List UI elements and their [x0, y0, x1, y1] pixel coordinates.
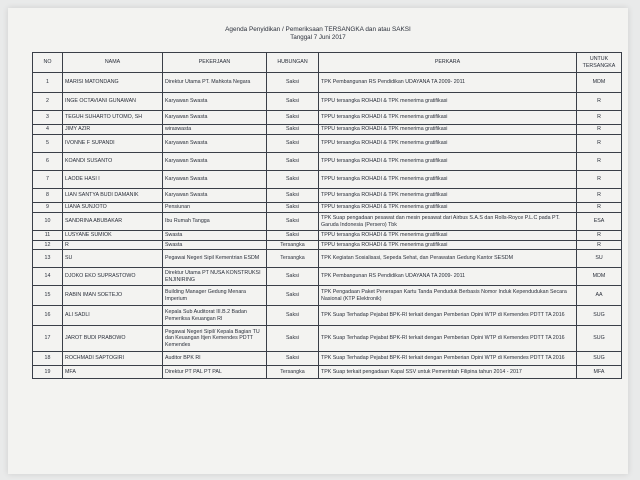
table-row	[33, 203, 622, 213]
cell-untuk-tersangka: R	[577, 241, 622, 250]
cell-pekerjaan: Pensiunan	[163, 203, 267, 213]
cell-perkara: TPK Kegiatan Sosialisasi, Sepeda Sehat, dan Perawatan Gedung Kantor SESDM	[319, 250, 577, 268]
cell-perkara: TPPU tersangka ROHADI & TPK menerima gratifikasi	[319, 241, 577, 250]
table-row	[33, 111, 622, 125]
cell-pekerjaan: Karyawan Swasta	[163, 189, 267, 203]
cell-nama: LUSYANE SUMIOK	[63, 231, 163, 241]
table-row	[33, 268, 622, 286]
cell-untuk-tersangka: MDM	[577, 73, 622, 93]
cell-perkara: TPPU tersangka ROHADI & TPK menerima gratifikasi	[319, 153, 577, 171]
cell-hubungan: Saksi	[267, 189, 319, 203]
cell-nama: SANDRINA ABUBAKAR	[63, 213, 163, 231]
cell-hubungan: Tersangka	[267, 366, 319, 379]
cell-perkara: TPPU tersangka ROHADI & TPK menerima gratifikasi	[319, 135, 577, 153]
cell-hubungan: Saksi	[267, 93, 319, 111]
cell-no: 6	[33, 153, 63, 171]
cell-untuk-tersangka: R	[577, 189, 622, 203]
cell-untuk-tersangka: SUG	[577, 306, 622, 326]
table-header-row	[33, 53, 622, 73]
cell-pekerjaan: Karyawan Swasta	[163, 171, 267, 189]
table-row	[33, 153, 622, 171]
cell-pekerjaan: Direktur Utama PT. Mahkota Negara	[163, 73, 267, 93]
cell-perkara: TPK Suap pengadaan pesawat dan mesin pesawat dari Airbus S.A.S dan Rolls-Royce P.L.C pada PT. Garuda Indonesia (Persero) Tbk	[319, 213, 577, 231]
header-nama: NAMA	[63, 53, 163, 73]
document-date: Tanggal 7 Juni 2017	[290, 34, 346, 41]
header-perkara: PERKARA	[319, 53, 577, 73]
cell-nama: DJOKO EKO SUPRASTOWO	[63, 268, 163, 286]
cell-no: 3	[33, 111, 63, 125]
cell-nama: JAROT BUDI PRABOWO	[63, 326, 163, 352]
cell-no: 2	[33, 93, 63, 111]
cell-untuk-tersangka: SUG	[577, 352, 622, 366]
cell-nama: MFA	[63, 366, 163, 379]
cell-perkara: TPK Suap Terhadap Pejabat BPK-RI terkait dengan Pemberian Opini WTP di Kemendes PDTT TA 2016	[319, 352, 577, 366]
cell-no: 15	[33, 286, 63, 306]
table-row	[33, 73, 622, 93]
cell-no: 8	[33, 189, 63, 203]
cell-perkara: TPPU tersangka ROHADI & TPK menerima gratifikasi	[319, 171, 577, 189]
cell-nama: LIANA SUNJOTO	[63, 203, 163, 213]
cell-hubungan: Saksi	[267, 125, 319, 135]
cell-pekerjaan: Karyawan Swasta	[163, 135, 267, 153]
cell-no: 19	[33, 366, 63, 379]
cell-no: 17	[33, 326, 63, 352]
cell-untuk-tersangka: MFA	[577, 366, 622, 379]
cell-nama: MARISI MATONDANG	[63, 73, 163, 93]
cell-perkara: TPK Pembangunan RS Pendidikan UDAYANA TA 2009- 2011	[319, 73, 577, 93]
cell-perkara: TPK Suap terkait pengadaan Kapal SSV untuk Pemerintah Filipina tahun 2014 - 2017	[319, 366, 577, 379]
cell-no: 5	[33, 135, 63, 153]
header-pekerjaan: PEKERJAAN	[163, 53, 267, 73]
cell-no: 12	[33, 241, 63, 250]
cell-nama: RABIN IMAN SOETEJO	[63, 286, 163, 306]
table-row	[33, 306, 622, 326]
cell-perkara: TPK Pembangunan RS Pendidikan UDAYANA TA 2009- 2011	[319, 268, 577, 286]
cell-perkara: TPPU tersangka ROHADI & TPK menerima gratifikasi	[319, 93, 577, 111]
cell-untuk-tersangka: R	[577, 153, 622, 171]
cell-perkara: TPK Suap Terhadap Pejabat BPK-RI terkait dengan Pemberian Opini WTP di Kemendes PDTT TA 2016	[319, 306, 577, 326]
table-row	[33, 213, 622, 231]
cell-nama: TEGUH SUHARTO UTOMO, SH	[63, 111, 163, 125]
cell-no: 18	[33, 352, 63, 366]
header-untuk-tersangka: UNTUK TERSANGKA	[577, 53, 622, 73]
cell-untuk-tersangka: ESA	[577, 213, 622, 231]
document-sheet	[8, 8, 628, 474]
cell-nama: JIMY AZIR	[63, 125, 163, 135]
cell-hubungan: Saksi	[267, 111, 319, 125]
cell-hubungan: Saksi	[267, 203, 319, 213]
cell-hubungan: Saksi	[267, 352, 319, 366]
cell-hubungan: Saksi	[267, 231, 319, 241]
cell-nama: IVONNE F SUPANDI	[63, 135, 163, 153]
cell-perkara: TPPU tersangka ROHADI & TPK menerima gratifikasi	[319, 203, 577, 213]
cell-untuk-tersangka: SU	[577, 250, 622, 268]
table-body	[33, 73, 622, 379]
cell-perkara: TPK Pengadaan Paket Penerapan Kartu Tanda Penduduk Berbasis Nomor Induk Kependudukan Secara Nasional (KTP Elektronik)	[319, 286, 577, 306]
cell-pekerjaan: Karyawan Swasta	[163, 153, 267, 171]
cell-no: 13	[33, 250, 63, 268]
cell-pekerjaan: Direktur Utama PT NUSA KONSTRUKSI ENJINIRING	[163, 268, 267, 286]
table-row	[33, 326, 622, 352]
cell-pekerjaan: Karyawan Swasta	[163, 111, 267, 125]
cell-untuk-tersangka: R	[577, 203, 622, 213]
cell-no: 11	[33, 231, 63, 241]
cell-hubungan: Saksi	[267, 153, 319, 171]
cell-pekerjaan: wiraswasta	[163, 125, 267, 135]
cell-pekerjaan: Pegawai Negeri Sipil/ Kepala Bagian TU dan Keuangan Itjen Kemendes PDTT Kemendes	[163, 326, 267, 352]
cell-no: 10	[33, 213, 63, 231]
cell-nama: ALI SADLI	[63, 306, 163, 326]
cell-untuk-tersangka: SUG	[577, 326, 622, 352]
table-row	[33, 241, 622, 250]
cell-pekerjaan: Auditor BPK RI	[163, 352, 267, 366]
agenda-table	[32, 52, 622, 379]
cell-perkara: TPPU tersangka ROHADI & TPK menerima gratifikasi	[319, 125, 577, 135]
cell-no: 7	[33, 171, 63, 189]
cell-untuk-tersangka: MDM	[577, 268, 622, 286]
table-row	[33, 250, 622, 268]
cell-untuk-tersangka: R	[577, 111, 622, 125]
cell-hubungan: Saksi	[267, 306, 319, 326]
cell-pekerjaan: Direktur PT PAL PT PAL	[163, 366, 267, 379]
cell-pekerjaan: Pegawai Negeri Sipil Kementrian ESDM	[163, 250, 267, 268]
cell-no: 9	[33, 203, 63, 213]
cell-untuk-tersangka: AA	[577, 286, 622, 306]
cell-nama: R	[63, 241, 163, 250]
header-no: NO	[33, 53, 63, 73]
cell-pekerjaan: Swasta	[163, 231, 267, 241]
table-row	[33, 125, 622, 135]
cell-untuk-tersangka: R	[577, 171, 622, 189]
table-row	[33, 93, 622, 111]
table-row	[33, 352, 622, 366]
cell-hubungan: Saksi	[267, 286, 319, 306]
cell-untuk-tersangka: R	[577, 231, 622, 241]
cell-nama: ROCHMADI SAPTOGIRI	[63, 352, 163, 366]
table-row	[33, 366, 622, 379]
header-hubungan: HUBUNGAN	[267, 53, 319, 73]
cell-hubungan: Saksi	[267, 268, 319, 286]
cell-hubungan: Tersangka	[267, 250, 319, 268]
table-row	[33, 135, 622, 153]
cell-hubungan: Saksi	[267, 135, 319, 153]
document-title: Agenda Penyidikan / Pemeriksaan TERSANGKA dan atau SAKSI	[225, 26, 411, 33]
cell-no: 1	[33, 73, 63, 93]
cell-hubungan: Saksi	[267, 73, 319, 93]
cell-untuk-tersangka: R	[577, 135, 622, 153]
cell-untuk-tersangka: R	[577, 93, 622, 111]
cell-nama: LIAN SANTYA BUDI DAMANIK	[63, 189, 163, 203]
cell-hubungan: Saksi	[267, 213, 319, 231]
cell-nama: SU	[63, 250, 163, 268]
table-row	[33, 231, 622, 241]
cell-nama: KOANDI SUSANTO	[63, 153, 163, 171]
cell-pekerjaan: Kepala Sub Auditorat III.B.2 Badan Pemeriksa Keuangan RI	[163, 306, 267, 326]
cell-nama: LAODE HASI I	[63, 171, 163, 189]
table-row	[33, 171, 622, 189]
cell-perkara: TPPU tersangka ROHADI & TPK menerima gratifikasi	[319, 231, 577, 241]
table-row	[33, 189, 622, 203]
cell-perkara: TPPU tersangka ROHADI & TPK menerima gratifikasi	[319, 189, 577, 203]
cell-hubungan: Saksi	[267, 171, 319, 189]
cell-no: 4	[33, 125, 63, 135]
cell-no: 14	[33, 268, 63, 286]
cell-pekerjaan: Ibu Rumah Tangga	[163, 213, 267, 231]
cell-pekerjaan: Building Manager Gedung Menara Imperium	[163, 286, 267, 306]
cell-no: 16	[33, 306, 63, 326]
cell-nama: INGE OCTAVIANI GUNAWAN	[63, 93, 163, 111]
cell-hubungan: Tersangka	[267, 241, 319, 250]
table-row	[33, 286, 622, 306]
cell-pekerjaan: Swasta	[163, 241, 267, 250]
cell-hubungan: Saksi	[267, 326, 319, 352]
cell-perkara: TPPU tersangka ROHADI & TPK menerima gratifikasi	[319, 111, 577, 125]
cell-perkara: TPK Suap Terhadap Pejabat BPK-RI terkait dengan Pemberian Opini WTP di Kemendes PDTT TA 2016	[319, 326, 577, 352]
cell-pekerjaan: Karyawan Swasta	[163, 93, 267, 111]
cell-untuk-tersangka: R	[577, 125, 622, 135]
